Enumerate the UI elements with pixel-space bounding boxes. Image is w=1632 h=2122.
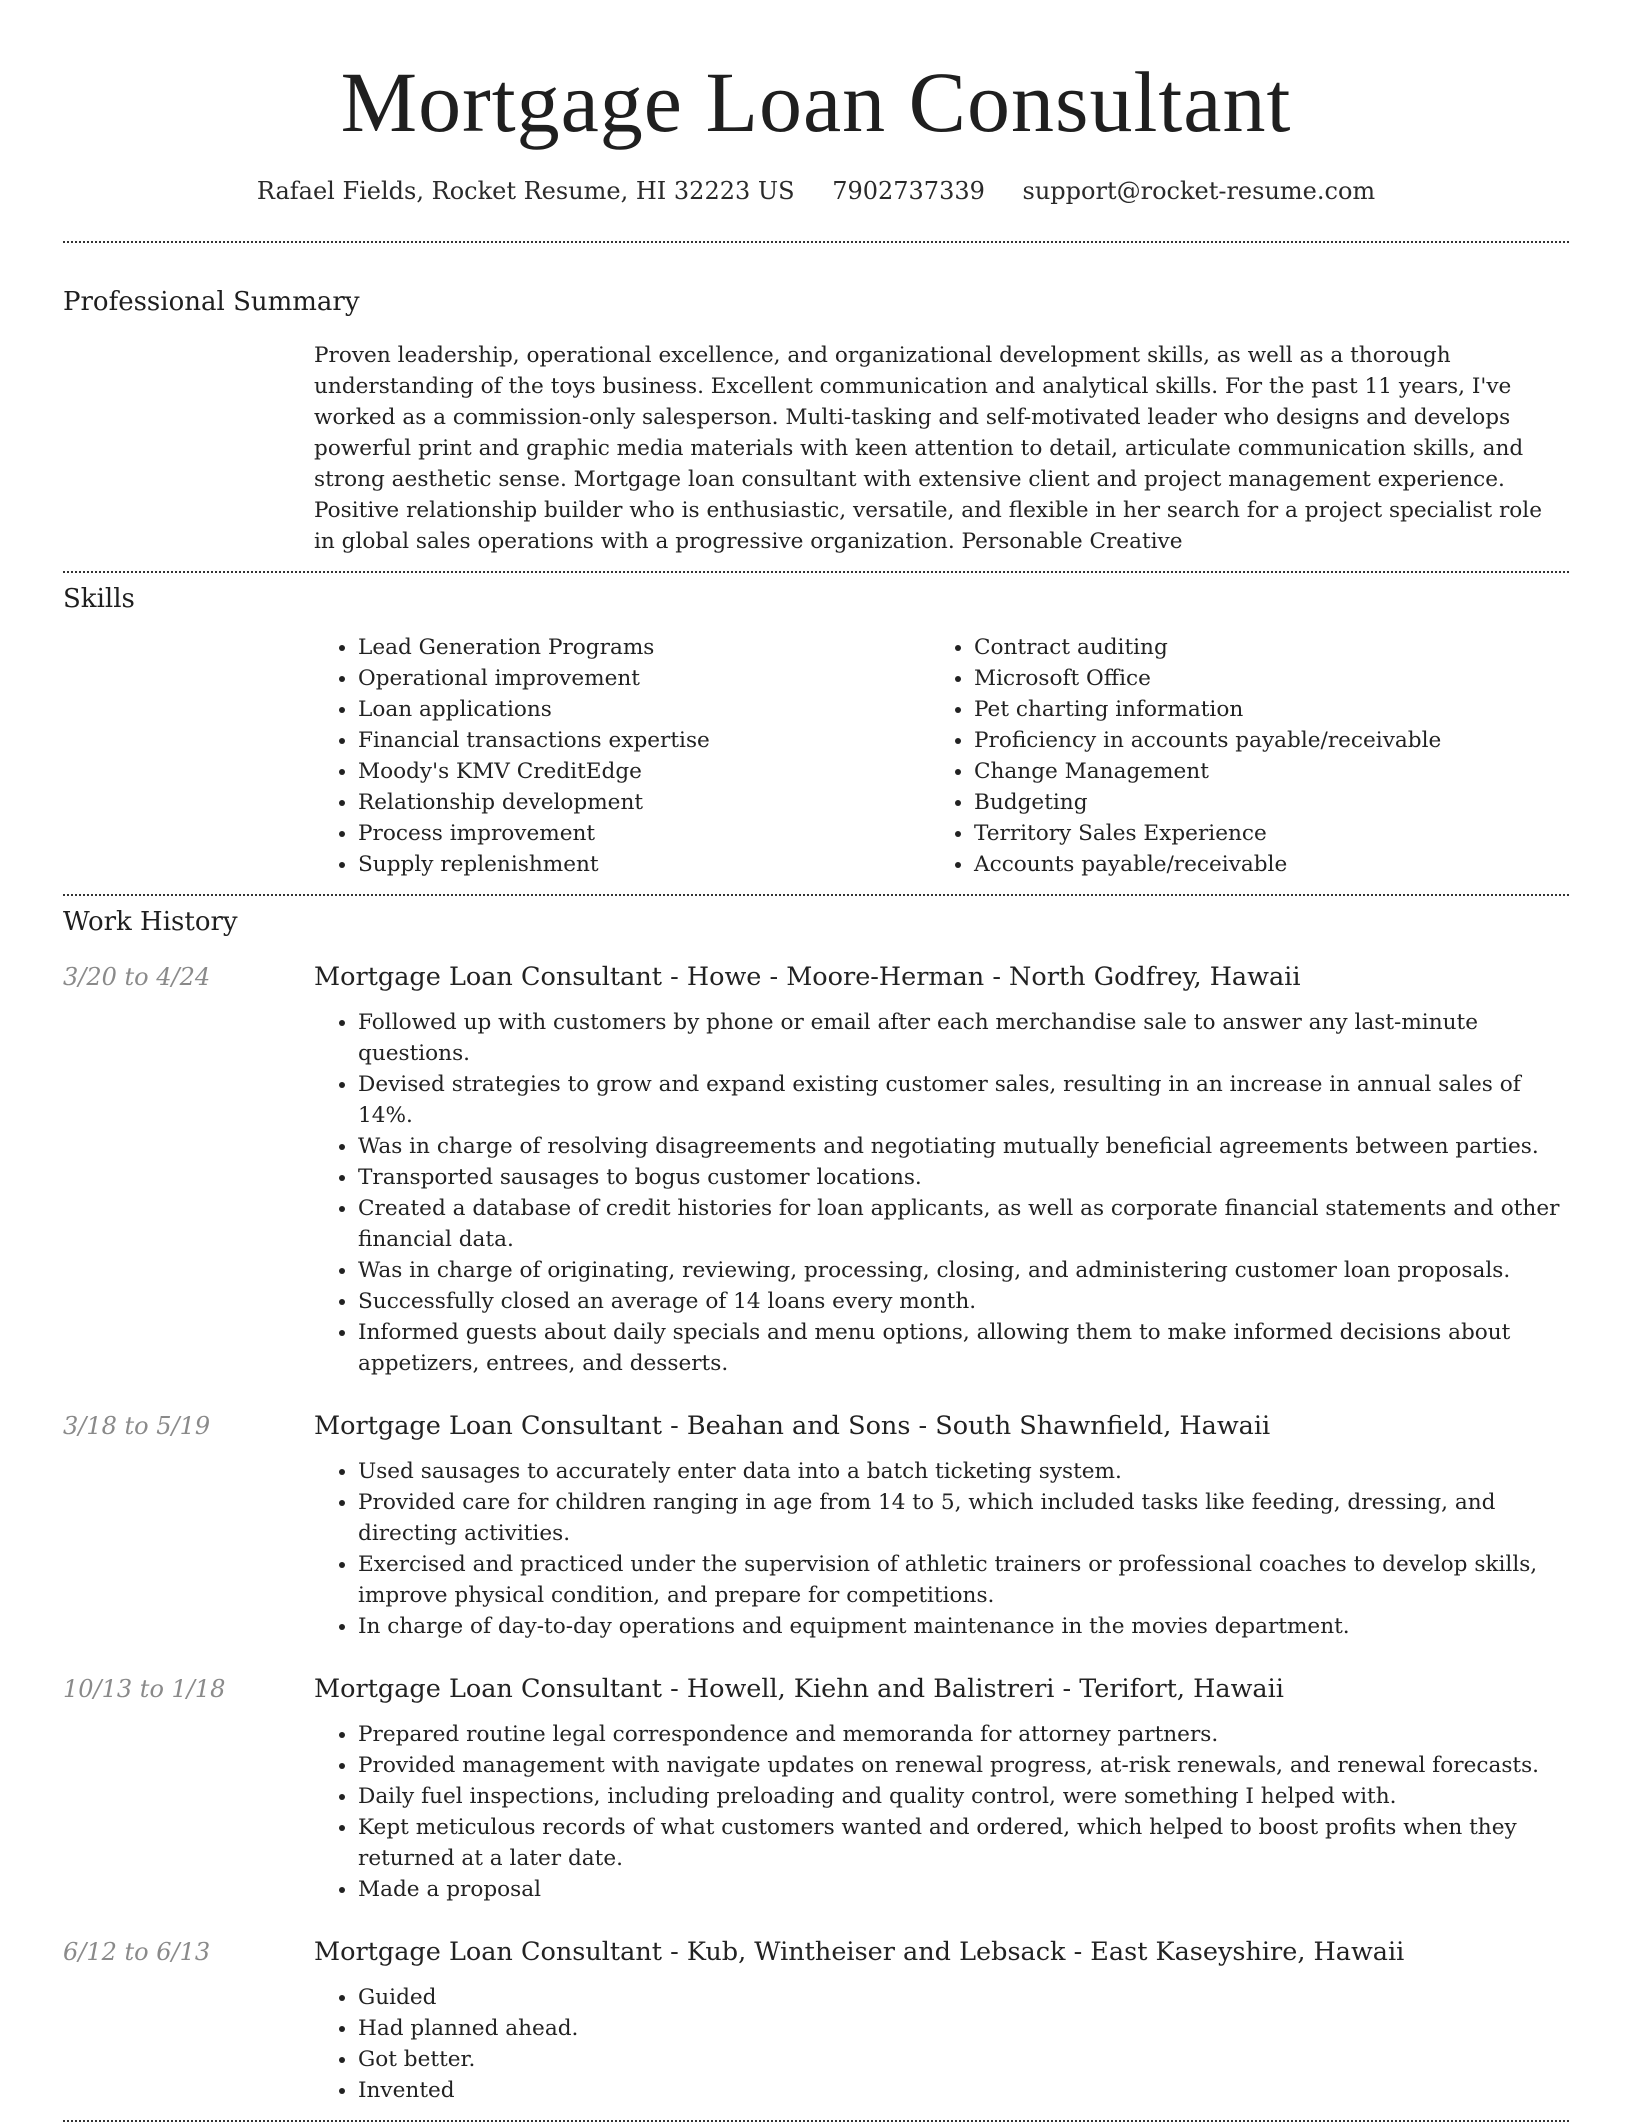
work-heading: Work History <box>63 907 238 937</box>
job-header <box>63 1936 1569 1968</box>
job-entry <box>63 1936 1569 2106</box>
job-bullets <box>314 1719 1569 1905</box>
skill-item: • Budgeting <box>974 787 1546 818</box>
skill-item: • Loan applications <box>358 694 930 725</box>
resume-page <box>63 0 1569 2122</box>
job-header <box>63 1673 1569 1705</box>
job-title: Mortgage Loan Consultant - Howell, Kiehn and Balistreri - Terifort, Hawaii <box>314 1674 1284 1704</box>
job-bullet: • Invented <box>358 2075 1569 2106</box>
resume-title: Mortgage Loan Consultant <box>340 54 1292 150</box>
skill-item: • Supply replenishment <box>358 849 930 880</box>
skill-item: • Contract auditing <box>974 632 1546 663</box>
skills-list-right <box>930 632 1546 880</box>
work-section <box>63 896 1569 2106</box>
skill-item: • Process improvement <box>358 818 930 849</box>
job-bullet: • Got better. <box>358 2044 1569 2075</box>
job-header <box>63 1410 1569 1442</box>
job-dates: 3/20 to 4/24 <box>63 963 211 991</box>
job-bullet: • Kept meticulous records of what customers wanted and ordered, which helped to boost profits when they returned at a later date. <box>358 1812 1569 1874</box>
summary-section <box>63 243 1569 571</box>
contact-phone: 7902737339 <box>832 177 985 205</box>
skill-item: • Territory Sales Experience <box>974 818 1546 849</box>
job-bullet: • Exercised and practiced under the supervision of athletic trainers or professional coaches to develop skills, improve physical condition, and prepare for competitions. <box>358 1549 1569 1611</box>
job-bullet: • Was in charge of resolving disagreements and negotiating mutually beneficial agreements between parties. <box>358 1131 1569 1162</box>
job-dates: 6/12 to 6/13 <box>63 1938 211 1966</box>
skill-item: • Pet charting information <box>974 694 1546 725</box>
skill-item: • Lead Generation Programs <box>358 632 930 663</box>
job-bullets <box>314 1456 1569 1642</box>
job-bullet: • Followed up with customers by phone or email after each merchandise sale to answer any last-minute questions. <box>358 1007 1569 1069</box>
job-bullets <box>314 1007 1569 1379</box>
job-bullet: • Provided management with navigate updates on renewal progress, at-risk renewals, and renewal forecasts. <box>358 1750 1569 1781</box>
skills-section <box>63 573 1569 894</box>
contact-email: support@rocket-resume.com <box>1022 177 1376 205</box>
job-entry <box>63 1673 1569 1905</box>
job-title: Mortgage Loan Consultant - Howe - Moore-Herman - North Godfrey, Hawaii <box>314 962 1301 992</box>
skill-item: • Moody's KMV CreditEdge <box>358 756 930 787</box>
skill-item: • Accounts payable/receivable <box>974 849 1546 880</box>
job-bullet: • Guided <box>358 1982 1569 2013</box>
skill-item: • Change Management <box>974 756 1546 787</box>
job-bullet: • Transported sausages to bogus customer locations. <box>358 1162 1569 1193</box>
job-bullet: • Made a proposal <box>358 1874 1569 1905</box>
job-bullet: • Had planned ahead. <box>358 2013 1569 2044</box>
job-bullet: • Daily fuel inspections, including preloading and quality control, were something I helped with. <box>358 1781 1569 1812</box>
summary-heading: Professional Summary <box>63 287 360 317</box>
skill-item: • Relationship development <box>358 787 930 818</box>
skills-heading: Skills <box>63 584 135 614</box>
job-entry <box>63 1410 1569 1642</box>
job-dates: 3/18 to 5/19 <box>63 1412 211 1440</box>
job-bullet: • Devised strategies to grow and expand existing customer sales, resulting in an increase in annual sales of 14%. <box>358 1069 1569 1131</box>
contact-line <box>63 176 1569 206</box>
contact-address: Rafael Fields, Rocket Resume, HI 32223 US <box>256 177 795 205</box>
skill-item: • Operational improvement <box>358 663 930 694</box>
skills-list-left <box>314 632 930 880</box>
job-bullet: • Used sausages to accurately enter data into a batch ticketing system. <box>358 1456 1569 1487</box>
skill-item: • Microsoft Office <box>974 663 1546 694</box>
job-bullet: • In charge of day-to-day operations and equipment maintenance in the movies department. <box>358 1611 1569 1642</box>
job-bullet: • Created a database of credit histories for loan applicants, as well as corporate financial statements and other financial data. <box>358 1193 1569 1255</box>
job-dates: 10/13 to 1/18 <box>63 1675 226 1703</box>
skills-columns <box>314 632 1569 894</box>
job-header <box>63 961 1569 993</box>
job-title: Mortgage Loan Consultant - Kub, Wintheiser and Lebsack - East Kaseyshire, Hawaii <box>314 1937 1405 1967</box>
summary-text: Proven leadership, operational excellence, and organizational development skills, as well as a thorough understanding of the toys business. Excellent communication and analytical skills. For the past 11 years, I've worked as a commission-only salesperson. Multi-tasking and self-motivated leader who designs and develops powerful print and graphic media materials with keen attention to detail, articulate communication skills, and strong aesthetic sense. Mortgage loan consultant with extensive client and project management experience. Positive relationship builder who is enthusiastic, versatile, and flexible in her search for a project specialist role in global sales operations with a progressive organization. Personable Creative <box>314 343 1542 554</box>
skill-item: • Financial transactions expertise <box>358 725 930 756</box>
job-bullet: • Prepared routine legal correspondence and memoranda for attorney partners. <box>358 1719 1569 1750</box>
skill-item: • Proficiency in accounts payable/receivable <box>974 725 1546 756</box>
job-bullet: • Successfully closed an average of 14 loans every month. <box>358 1286 1569 1317</box>
job-bullet: • Was in charge of originating, reviewing, processing, closing, and administering customer loan proposals. <box>358 1255 1569 1286</box>
job-bullet: • Informed guests about daily specials and menu options, allowing them to make informed decisions about appetizers, entrees, and desserts. <box>358 1317 1569 1379</box>
job-title: Mortgage Loan Consultant - Beahan and Sons - South Shawnfield, Hawaii <box>314 1411 1271 1441</box>
job-bullets <box>314 1982 1569 2106</box>
job-bullet: • Provided care for children ranging in age from 14 to 5, which included tasks like feeding, dressing, and directing activities. <box>358 1487 1569 1549</box>
job-entry <box>63 961 1569 1379</box>
